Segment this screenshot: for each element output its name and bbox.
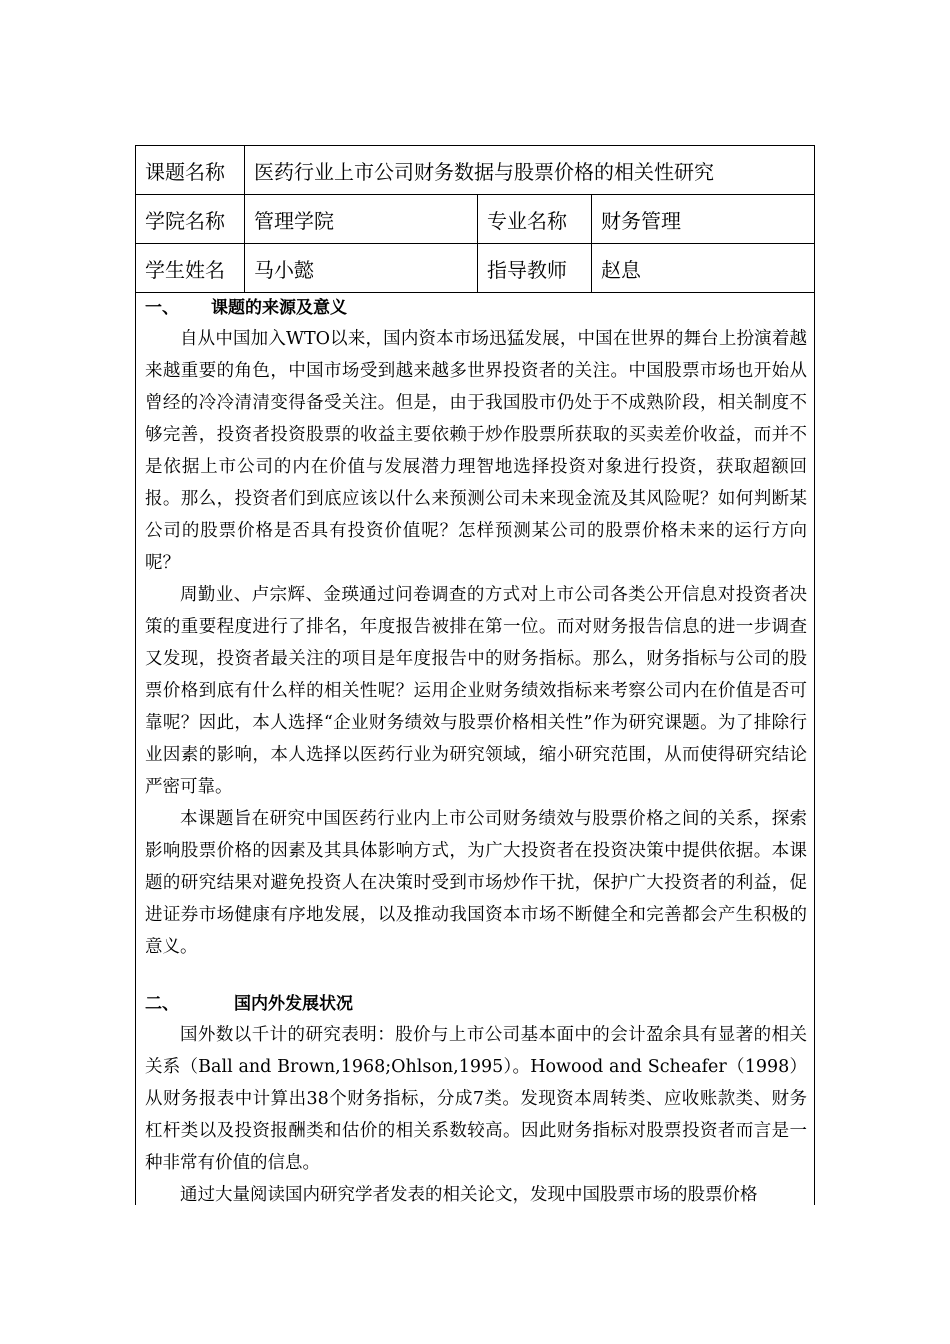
section-1-paragraph: 本课题旨在研究中国医药行业内上市公司财务绩效与股票价格之间的关系，探索影响股票价格的因素及其具体影响方式，为广大投资者在投资决策中提供依据。本课题的研究结果对避免投资人在决策时受到市场炒作干扰，保护广大投资者的利益，促进证券市场健康有序地发展，以及推动我国资本市场不断健全和完善都会产生积极的意义。 bbox=[145, 809, 807, 957]
section-1-heading bbox=[145, 293, 807, 323]
content-body bbox=[136, 293, 814, 1211]
topic-row bbox=[136, 146, 814, 195]
topic-label: 课题名称 bbox=[145, 159, 225, 184]
section-2-title: 国内外发展状况 bbox=[234, 994, 353, 1014]
college-label: 学院名称 bbox=[145, 208, 225, 233]
student-value: 马小懿 bbox=[244, 244, 477, 292]
proposal-form bbox=[135, 145, 815, 1205]
major-label: 专业名称 bbox=[477, 195, 591, 243]
college-value: 管理学院 bbox=[244, 195, 477, 243]
section-1-title: 课题的来源及意义 bbox=[211, 298, 347, 318]
section-2-paragraph: 国外数以千计的研究表明：股价与上市公司基本面中的会计盈余具有显著的相关关系（Ball and Brown,1968;Ohlson,1995）。Howood and Scheafer（1998）从财务报表中计算出38个财务指标，分成7类。发现资本周转类、应收账款类、财务杠杆类以及投资报酬类和估价的相关系数较高。因此财务指标对股票投资者而言是一种非常有价值的信息。 bbox=[145, 1025, 807, 1173]
advisor-value: 赵息 bbox=[591, 244, 814, 292]
section-2-number: 二、 bbox=[145, 994, 179, 1014]
section-1-paragraph: 自从中国加入WTO以来，国内资本市场迅猛发展，中国在世界的舞台上扮演着越来越重要的角色，中国市场受到越来越多世界投资者的关注。中国股票市场也开始从曾经的冷冷清清变得备受关注。但是，由于我国股市仍处于不成熟阶段，相关制度不够完善，投资者投资股票的收益主要依赖于炒作股票所获取的买卖差价收益，而并不是依据上市公司的内在价值与发展潜力理智地选择投资对象进行投资，获取超额回报。那么，投资者们到底应该以什么来预测公司未来现金流及其风险呢？如何判断某公司的股票价格是否具有投资价值呢？怎样预测某公司的股票价格未来的运行方向呢？ bbox=[145, 329, 807, 573]
section-1-number: 一、 bbox=[145, 298, 179, 318]
college-row bbox=[136, 195, 814, 244]
section-2-heading bbox=[145, 989, 807, 1019]
student-row bbox=[136, 244, 814, 293]
student-label: 学生姓名 bbox=[145, 257, 225, 282]
major-value: 财务管理 bbox=[591, 195, 814, 243]
topic-value: 医药行业上市公司财务数据与股票价格的相关性研究 bbox=[244, 146, 814, 194]
section-1-paragraph: 周勤业、卢宗辉、金瑛通过问卷调查的方式对上市公司各类公开信息对投资者决策的重要程度进行了排名，年度报告被排在第一位。而对财务报告信息的进一步调查又发现，投资者最关注的项目是年度报告中的财务指标。那么，财务指标与公司的股票价格到底有什么样的相关性呢？运用企业财务绩效指标来考察公司内在价值是否可靠呢？因此，本人选择“企业财务绩效与股票价格相关性”作为研究课题。为了排除行业因素的影响，本人选择以医药行业为研究领域，缩小研究范围，从而使得研究结论严密可靠。 bbox=[145, 585, 807, 797]
advisor-label: 指导教师 bbox=[477, 244, 591, 292]
section-2-paragraph: 通过大量阅读国内研究学者发表的相关论文，发现中国股票市场的股票价格 bbox=[180, 1185, 758, 1205]
